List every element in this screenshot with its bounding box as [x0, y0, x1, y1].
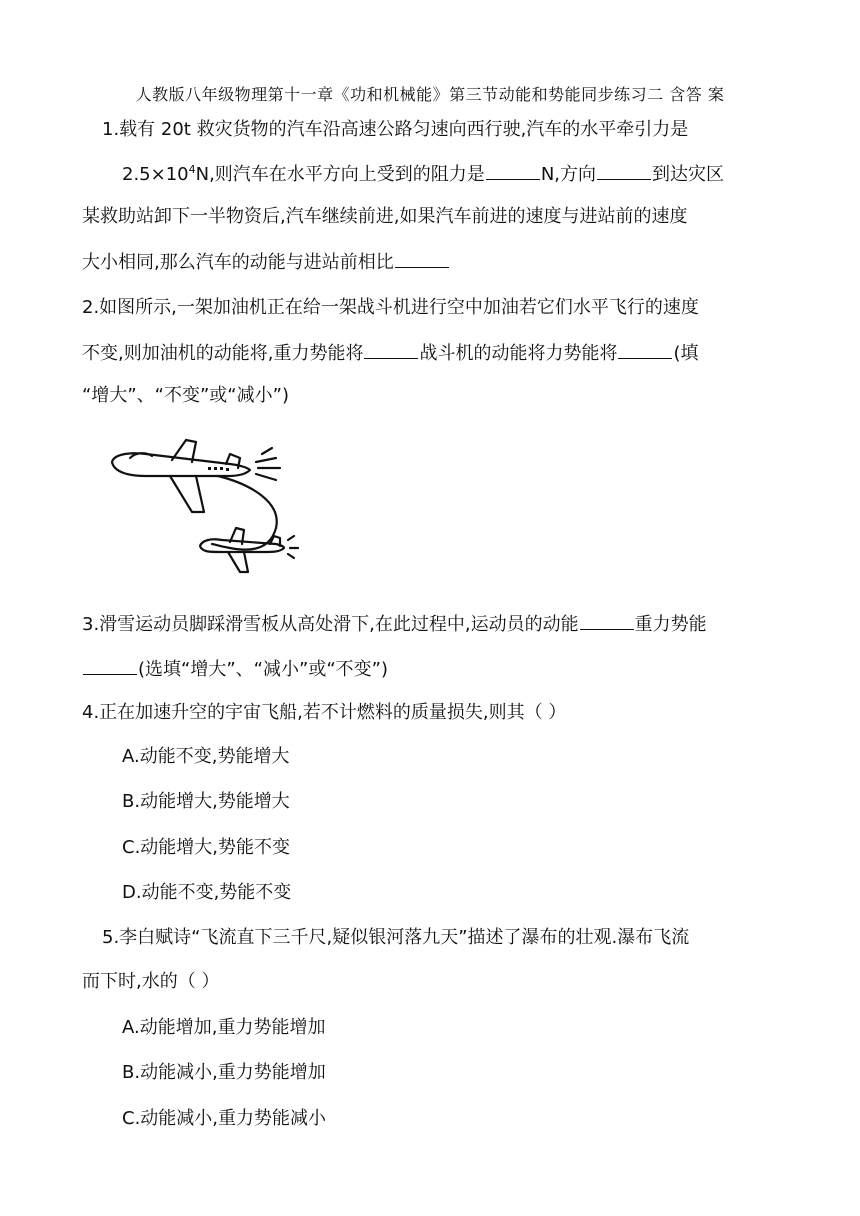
q4-option-b[interactable]: B.动能增大,势能增大	[122, 791, 290, 812]
q3-blank-potential[interactable]	[83, 656, 137, 675]
q4-option-d[interactable]: D.动能不变,势能不变	[122, 882, 292, 903]
q4-option-c[interactable]: C.动能增大,势能不变	[122, 837, 291, 858]
fighter-exhaust	[288, 536, 298, 558]
fighter-wing-lower	[228, 552, 248, 572]
q5-option-c[interactable]: C.动能减小,重力势能减小	[122, 1108, 327, 1129]
q4-option-a[interactable]: A.动能不变,势能增大	[122, 746, 290, 767]
q3-line2-text: (选填“增大”、“减小”或“不变”)	[138, 659, 388, 680]
q3-line1-b: 重力势能	[634, 614, 707, 635]
exhaust-lines	[256, 448, 280, 480]
q2-blank-tanker-potential[interactable]	[364, 340, 418, 359]
q1-blank-resistance[interactable]	[486, 161, 540, 180]
q1-line3: 某救助站卸下一半物资后,汽车继续前进,如果汽车前进的速度与进站前的速度	[82, 206, 688, 227]
q1-line2-d: 到达灾区	[652, 164, 724, 185]
q1-blank-direction[interactable]	[597, 161, 651, 180]
q1-line2-b: N,则汽车在水平方向上受到的阻力是	[195, 164, 485, 185]
tanker-windows	[208, 467, 229, 471]
q2-line2-c: (填	[673, 343, 699, 364]
tanker-wing-lower	[170, 476, 204, 512]
q1-line2-a: 2.5×10	[122, 164, 189, 185]
q2-line3: “增大”、“不变”或“减小”)	[82, 385, 289, 406]
q5-option-a[interactable]: A.动能增加,重力势能增加	[122, 1017, 326, 1038]
q1-line2	[122, 161, 724, 187]
q3-line2	[82, 656, 388, 682]
q1-line4	[82, 249, 450, 275]
q5-line1: 5.李白赋诗“飞流直下三千尺,疑似银河落九天”描述了瀑布的壮观.瀑布飞流	[102, 927, 690, 948]
q3-line1	[82, 611, 707, 637]
fuel-hose	[212, 476, 277, 550]
q2-line1: 2.如图所示,一架加油机正在给一架战斗机进行空中加油若它们水平飞行的速度	[82, 297, 699, 318]
q1-blank-kinetic[interactable]	[395, 249, 449, 268]
q3-blank-kinetic[interactable]	[580, 611, 634, 630]
q2-blank-fighter-potential[interactable]	[618, 340, 672, 359]
page-header: 人教版八年级物理第十一章《功和机械能》第三节动能和势能同步练习二 含答 案	[135, 85, 725, 104]
aerial-refueling-figure	[100, 432, 300, 590]
tanker-tail	[226, 454, 240, 468]
q5-line2: 而下时,水的（ ）	[82, 971, 220, 992]
q1-line2-c: N,方向	[540, 164, 596, 185]
q2-line2-a: 不变,则加油机的动能将,重力势能将	[82, 343, 364, 364]
q1-line1: 1.载有 20t 救灾货物的汽车沿高速公路匀速向西行驶,汽车的水平牵引力是	[102, 119, 689, 140]
q2-line2-b: 战斗机的动能将力势能将	[419, 343, 618, 364]
q2-line2	[82, 340, 698, 366]
q5-option-b[interactable]: B.动能减小,重力势能增加	[122, 1062, 326, 1083]
q4-stem: 4.正在加速升空的宇宙飞船,若不计燃料的质量损失,则其（ ）	[82, 702, 567, 723]
q1-line4-text: 大小相同,那么汽车的动能与进站前相比	[82, 252, 394, 273]
q1-exponent: 4	[188, 163, 196, 176]
q3-line1-a: 3.滑雪运动员脚踩滑雪板从高处滑下,在此过程中,运动员的动能	[82, 614, 579, 635]
